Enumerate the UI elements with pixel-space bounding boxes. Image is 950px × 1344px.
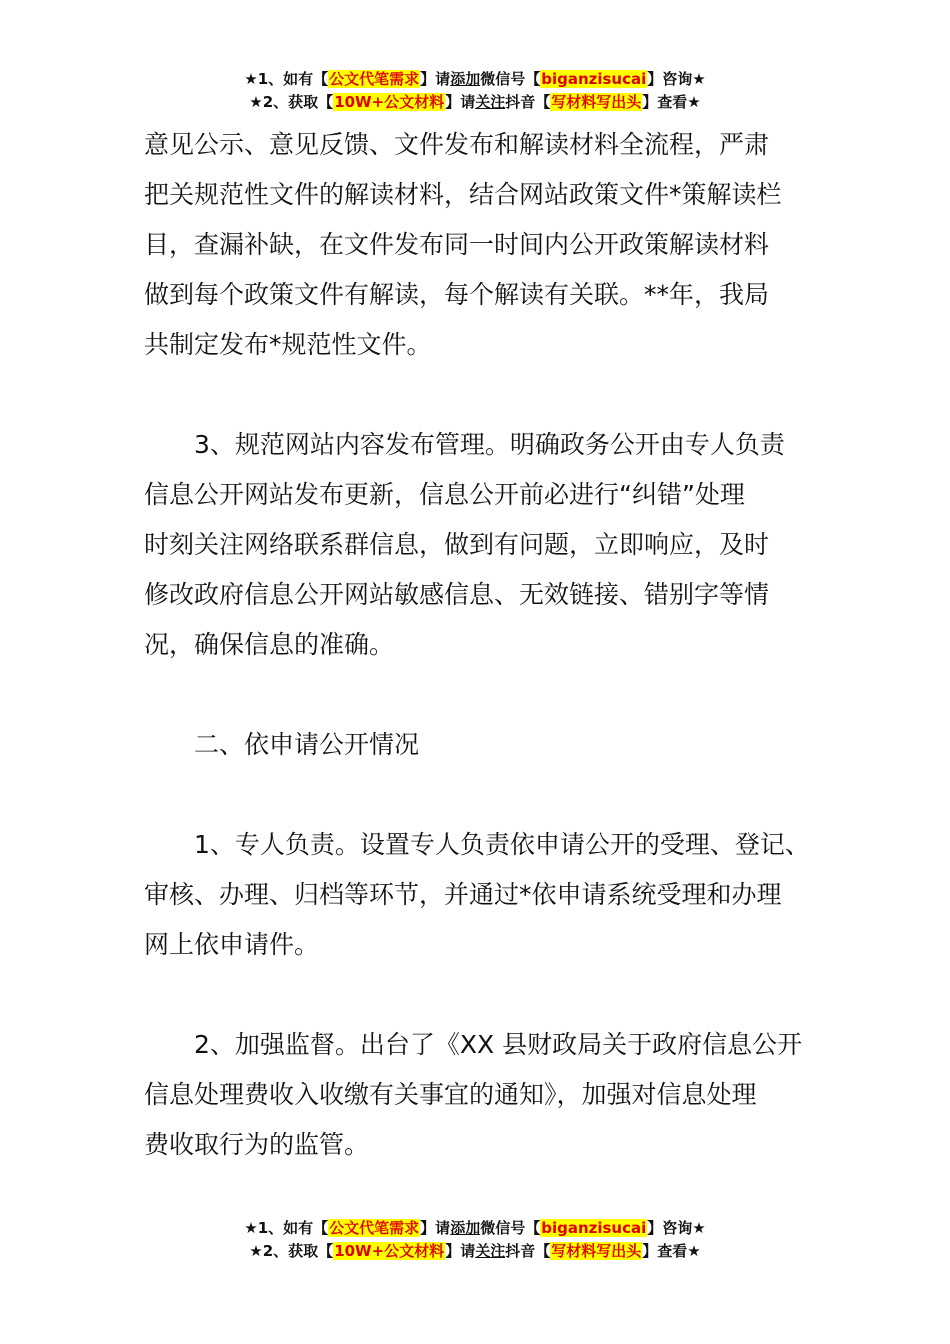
promo-text: 】查看★ [642, 93, 701, 111]
text-line: 目，查漏补缺，在文件发布同一时间内公开政策解读材料 [144, 230, 770, 259]
promo-text: 微信号【 [480, 1219, 541, 1237]
promo-text: 抖音【 [505, 93, 551, 111]
promo-line-2 [0, 91, 950, 114]
promo-line-2 [0, 1240, 950, 1263]
text-line: 做到每个政策文件有解读，每个解读有关联。**年，我局 [144, 280, 770, 309]
promo-highlight: 写材料写出头 [551, 93, 642, 111]
paragraph-3 [144, 820, 824, 970]
promo-highlight: 10W+公文材料 [334, 93, 445, 111]
promo-highlight: 写材料写出头 [551, 1242, 642, 1260]
paragraph-1 [144, 120, 824, 370]
promo-highlight: 公文代笔需求 [329, 1219, 420, 1237]
text-line: 费收取行为的监管。 [144, 1130, 370, 1159]
promo-highlight: biganzisucai [541, 1219, 647, 1237]
text-line: 信息公开网站发布更新，信息公开前必进行“纠错”处理 [144, 480, 745, 509]
text-line: 网上依申请件。 [144, 930, 320, 959]
top-promo-banner [0, 68, 950, 114]
promo-text: 抖音【 [505, 1242, 551, 1260]
promo-emphasis: 关注 [475, 1242, 506, 1260]
promo-text: 】请 [445, 93, 476, 111]
section-heading [144, 720, 824, 770]
promo-text: 微信号【 [480, 70, 541, 88]
promo-text: 】查看★ [642, 1242, 701, 1260]
text-line: 信息处理费收入收缴有关事宜的通知》，加强对信息处理 [144, 1080, 757, 1109]
text-line: 审核、办理、归档等环节，并通过*依申请系统受理和办理 [144, 880, 782, 909]
promo-text: 】咨询★ [647, 1219, 706, 1237]
promo-text: ★2、获取【 [249, 1242, 334, 1260]
promo-emphasis: 添加 [450, 1219, 481, 1237]
text-line: 时刻关注网络联系群信息，做到有问题，立即响应，及时 [144, 530, 770, 559]
promo-highlight: 公文代笔需求 [329, 70, 420, 88]
paragraph-4 [144, 1020, 824, 1170]
promo-line-1 [0, 68, 950, 91]
promo-highlight: 10W+公文材料 [334, 1242, 445, 1260]
bottom-promo-banner [0, 1217, 950, 1263]
text-line: 意见公示、意见反馈、文件发布和解读材料全流程，严肃 [144, 130, 770, 159]
text-line: 3、规范网站内容发布管理。明确政务公开由专人负责 [194, 430, 785, 459]
promo-line-1 [0, 1217, 950, 1240]
heading-text: 二、依申请公开情况 [194, 730, 420, 759]
text-line: 把关规范性文件的解读材料，结合网站政策文件*策解读栏 [144, 180, 782, 209]
promo-text: 】请 [420, 70, 451, 88]
text-line: 共制定发布*规范性文件。 [144, 330, 432, 359]
paragraph-2 [144, 420, 824, 670]
text-line: 2、加强监督。出台了《XX 县财政局关于政府信息公开 [194, 1030, 803, 1059]
promo-text: ★2、获取【 [249, 93, 334, 111]
promo-emphasis: 添加 [450, 70, 481, 88]
promo-highlight: biganzisucai [541, 70, 647, 88]
text-line: 况，确保信息的准确。 [144, 630, 395, 659]
promo-emphasis: 关注 [475, 93, 506, 111]
promo-text: 】咨询★ [647, 70, 706, 88]
text-line: 修改政府信息公开网站敏感信息、无效链接、错别字等情 [144, 580, 770, 609]
document-body [144, 120, 824, 1170]
promo-text: ★1、如有【 [244, 1219, 329, 1237]
text-line: 1、专人负责。设置专人负责依申请公开的受理、登记、 [194, 830, 810, 859]
promo-text: 】请 [420, 1219, 451, 1237]
promo-text: ★1、如有【 [244, 70, 329, 88]
promo-text: 】请 [445, 1242, 476, 1260]
